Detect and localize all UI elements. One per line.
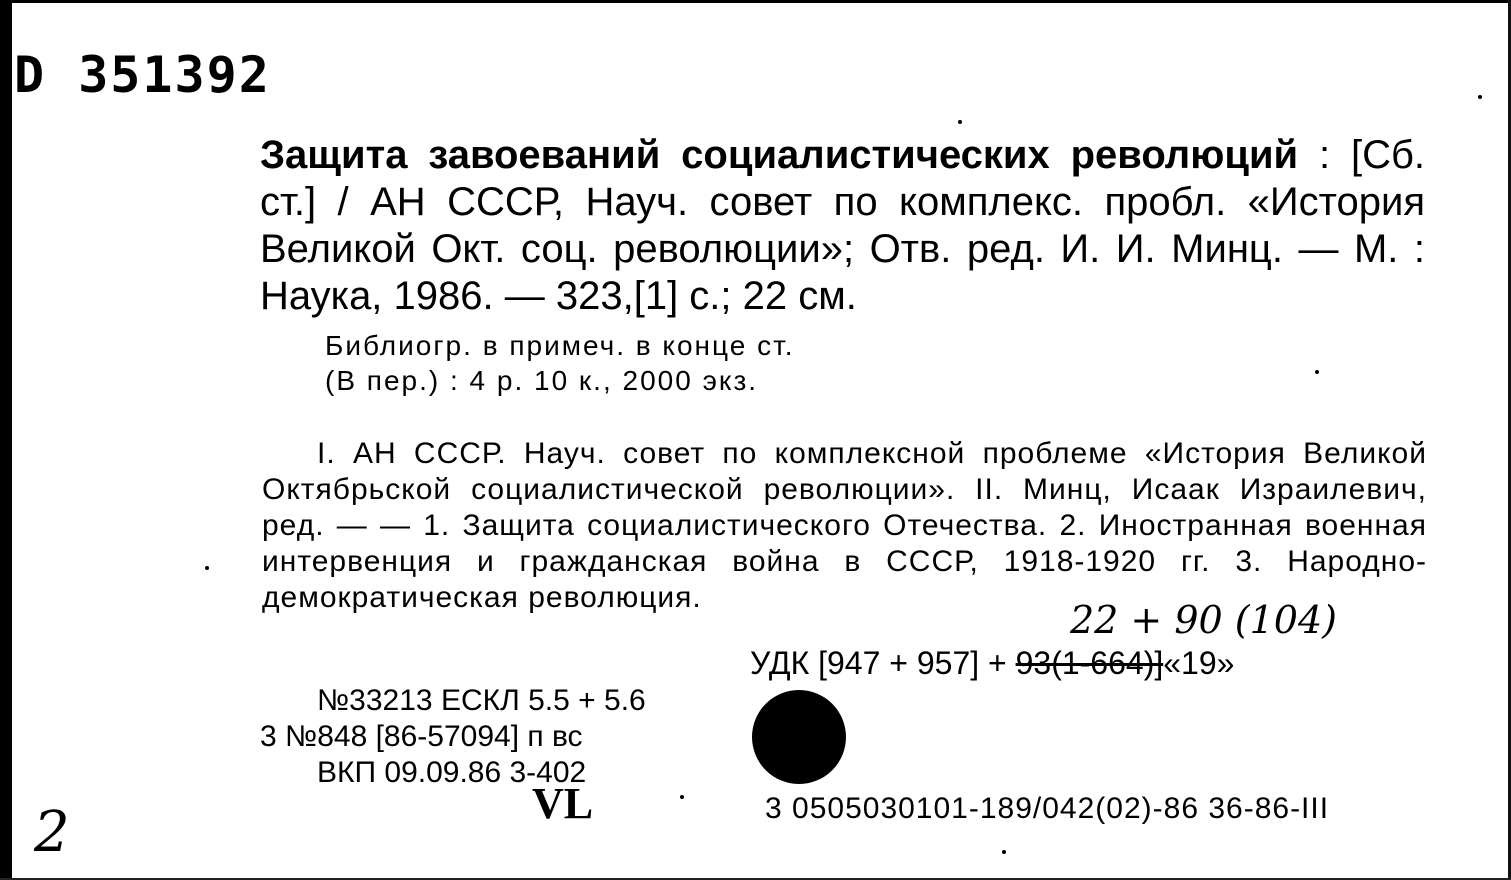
- udc-prefix: УДК [947 + 957] +: [750, 645, 1016, 681]
- speck: [1002, 850, 1006, 854]
- udc-classification: [750, 645, 1234, 682]
- bibliography-note: Библиогр. в примеч. в конце ст.: [325, 330, 795, 361]
- udc-suffix: «19»: [1163, 645, 1235, 681]
- handwritten-count: 22 + 90 (104): [1070, 598, 1337, 642]
- speck: [680, 795, 684, 799]
- tech-line-2: 3 №848 [86-57094] п вс: [260, 720, 583, 753]
- notes-section: [325, 328, 795, 398]
- speck: [205, 566, 209, 570]
- punch-hole: [752, 690, 846, 784]
- tech-line-3: ВКП 09.09.86 3-402: [317, 756, 587, 789]
- handwritten-mark: 2: [34, 800, 70, 865]
- imprint-details: : [Сб. ст.] / АН СССР, Науч. совет по комплекс. пробл. «История Великой Окт. соц. революции»; Отв. ред. И. И. Минц. — М. : Наука, 1986. — 323,[1] с.; 22 см.: [260, 133, 1425, 318]
- udc-struck-part: 93(1-664)]: [1015, 645, 1164, 681]
- card-top-edge: [0, 0, 1511, 3]
- card-left-edge: [0, 0, 12, 880]
- tech-line-1: №33213 ЕСКЛ 5.5 + 5.6: [317, 684, 646, 717]
- publication-code: 3 0505030101-189/042(02)-86 36-86-III: [765, 792, 1330, 825]
- technical-info: [260, 683, 646, 791]
- subject-tracings: I. АН СССР. Науч. совет по комплексной проблеме «История Великой Октябрьской социалистической революции». II. Минц, Исаак Израилевич, ред. — — 1. Защита социалистического Отечества. 2. Иностранная военная интервенция и гражданская война в СССР, 1918-1920 гг. 3. Народно-демократическая революция.: [262, 437, 1427, 614]
- price-note: (В пер.) : 4 р. 10 к., 2000 экз.: [325, 365, 759, 396]
- catalog-number: D 351392: [14, 46, 271, 104]
- speck: [1478, 95, 1482, 99]
- book-title: Защита завоеваний социалистических революций: [260, 133, 1299, 177]
- bibliographic-description: [260, 132, 1425, 320]
- speck: [1315, 370, 1319, 374]
- speck: [958, 120, 962, 124]
- vl-stamp: VL: [532, 779, 594, 828]
